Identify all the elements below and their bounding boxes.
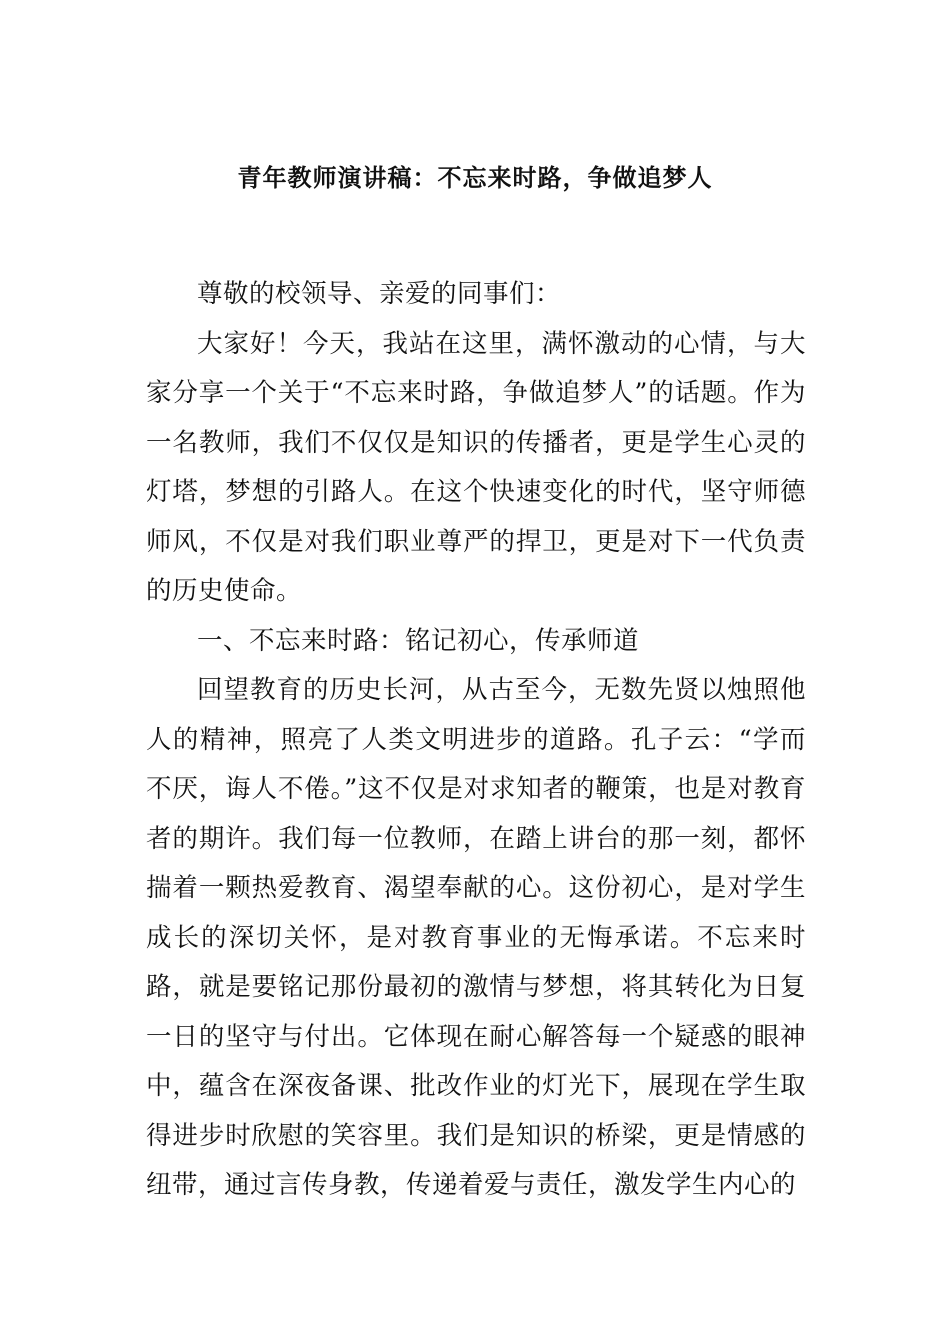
- body-paragraph: 回望教育的历史长河，从古至今，无数先贤以烛照他人的精神，照亮了人类文明进步的道路。孔子云：“学而不厌，诲人不倦。”这不仅是对求知者的鞭策，也是对教育者的期许。我们每一位教师，在踏上讲台的那一刻，都怀揣着一颗热爱教育、渴望奉献的心。这份初心，是对学生成长的深切关怀，是对教育事业的无悔承诺。不忘来时路，就是要铭记那份最初的激情与梦想，将其转化为日复一日的坚守与付出。它体现在耐心解答每一个疑惑的眼神中，蕴含在深夜备课、批改作业的灯光下，展现在学生取得进步时欣慰的笑容里。我们是知识的桥梁，更是情感的纽带，通过言传身教，传递着爱与责任，激发学生内心的: [146, 675, 806, 1200]
- salutation-paragraph: 尊敬的校领导、亲爱的同事们：: [197, 279, 562, 309]
- document-title: 青年教师演讲稿：不忘来时路，争做追梦人: [237, 163, 713, 192]
- body-paragraph: 大家好！今天，我站在这里，满怀激动的心情，与大家分享一个关于“不忘来时路，争做追梦人”的话题。作为一名教师，我们不仅仅是知识的传播者，更是学生心灵的灯塔，梦想的引路人。在这个快速变化的时代，坚守师德师风，不仅是对我们职业尊严的捍卫，更是对下一代负责的历史使命。: [146, 328, 806, 606]
- section-heading: 一、不忘来时路：铭记初心，传承师道: [197, 625, 640, 656]
- document-body: [146, 270, 806, 1211]
